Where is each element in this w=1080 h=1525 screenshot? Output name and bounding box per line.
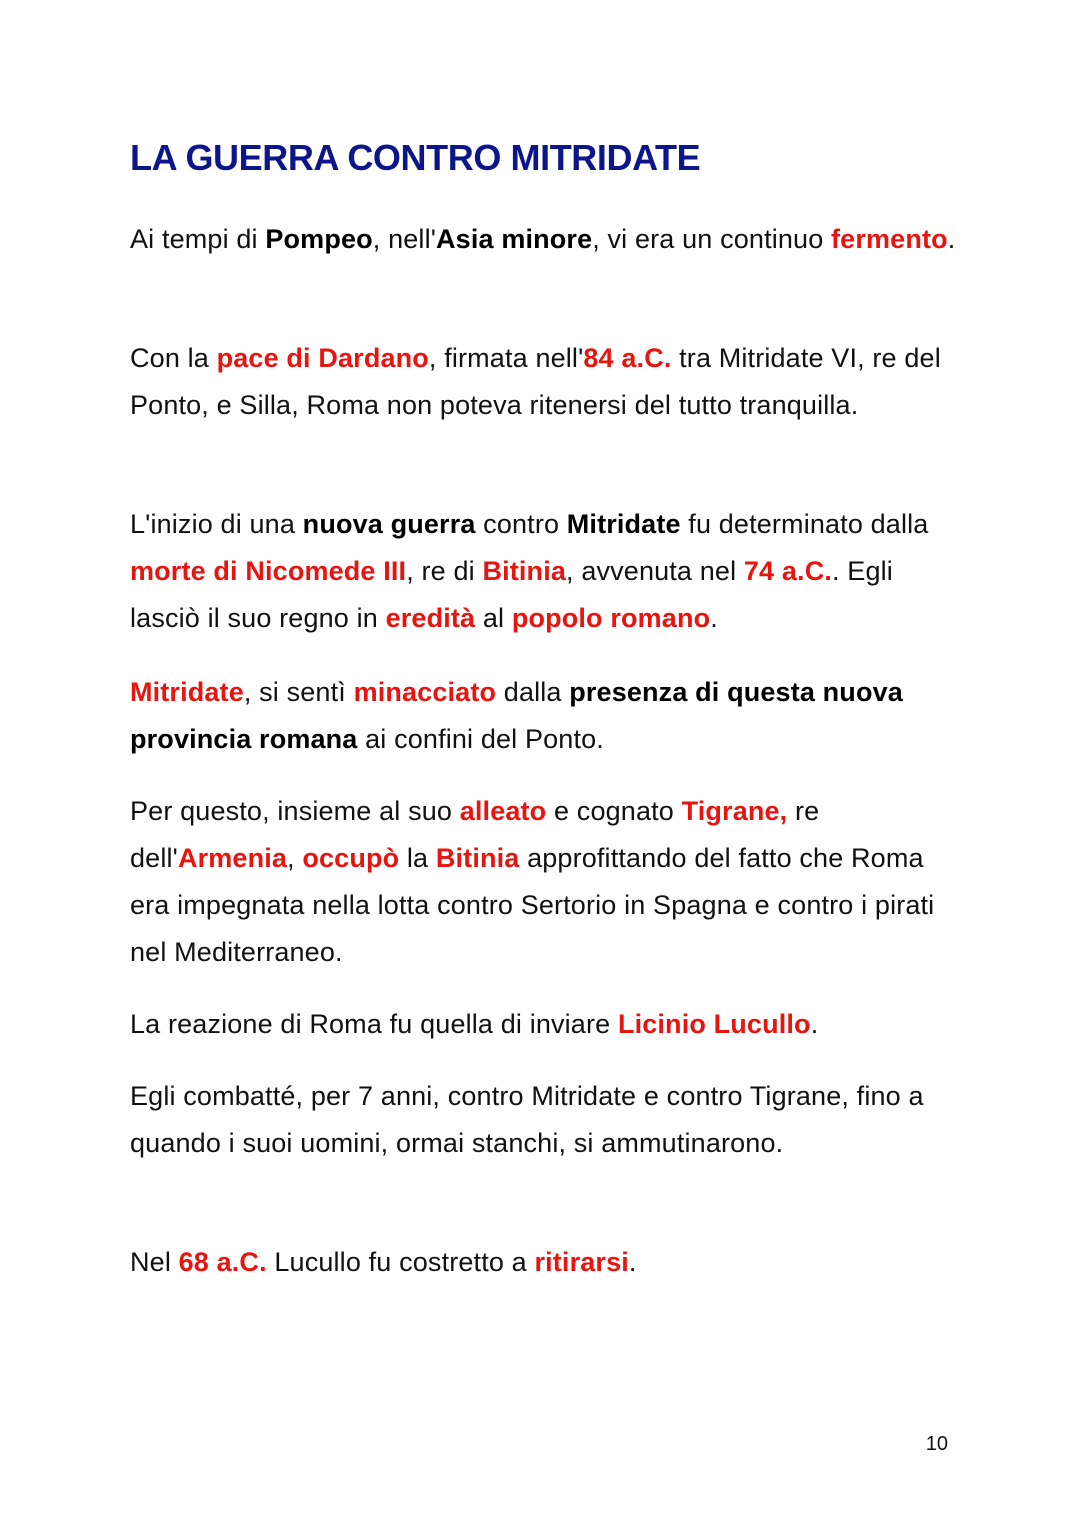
highlight-term: ritirarsi [534, 1247, 629, 1277]
text-segment: , re di [406, 556, 483, 586]
text-segment: e cognato [546, 796, 682, 826]
highlight-term: minacciato [353, 677, 497, 707]
text-segment: , si sentì [243, 677, 354, 707]
text-segment: dalla [496, 677, 570, 707]
highlight-term: 74 a.C. [743, 556, 832, 586]
text-segment: L'inizio di una [130, 509, 303, 539]
paragraph-ammutinamento [130, 1073, 960, 1167]
highlight-term: Tigrane, [681, 796, 788, 826]
text-segment: . [810, 1009, 819, 1039]
text-segment: , nell' [372, 224, 437, 254]
text-segment: . [947, 224, 956, 254]
text-segment: . [628, 1247, 637, 1277]
text-segment: . Egli lasciò il suo regno in [130, 556, 893, 633]
paragraph-asia-minore [130, 216, 960, 263]
highlight-term: fermento [831, 224, 948, 254]
bold-term: nuova guerra [302, 509, 476, 539]
text-segment: Egli combatté, per 7 anni, contro Mitridate e contro Tigrane, fino a quando i suoi uomini, ormai stanchi, si ammutinarono. [130, 1081, 924, 1158]
paragraph-lucullo [130, 1001, 960, 1048]
highlight-term: popolo romano [511, 603, 711, 633]
text-segment: Ai tempi di [130, 224, 266, 254]
text-segment: , vi era un continuo [592, 224, 832, 254]
highlight-term: morte di Nicomede III [130, 556, 407, 586]
text-segment: re dell' [130, 796, 820, 873]
text-segment: la [399, 843, 436, 873]
bold-term: Pompeo [265, 224, 373, 254]
paragraph-ritiro [130, 1239, 960, 1286]
text-segment: al [475, 603, 512, 633]
bold-term: Asia minore [436, 224, 593, 254]
highlight-term: occupò [302, 843, 400, 873]
highlight-term: Armenia [177, 843, 288, 873]
paragraph-pace-dardano [130, 335, 960, 429]
text-segment: La reazione di Roma fu quella di inviare [130, 1009, 618, 1039]
highlight-term: alleato [459, 796, 547, 826]
text-segment: ai confini del Ponto. [357, 724, 604, 754]
highlight-term: Bitinia [435, 843, 520, 873]
highlight-term: Licinio Lucullo [617, 1009, 811, 1039]
bold-term: presenza di questa nuova provincia romana [130, 677, 903, 754]
text-segment: Nel [130, 1247, 179, 1277]
page-number: 10 [925, 1433, 948, 1455]
text-segment: , [287, 843, 303, 873]
text-segment: . [710, 603, 718, 633]
paragraph-nuova-guerra [130, 501, 960, 642]
paragraph-minaccia [130, 669, 960, 763]
text-segment: , firmata nell' [428, 343, 584, 373]
paragraph-tigrane [130, 788, 960, 976]
text-segment: approfittando del fatto che Roma era impegnata nella lotta contro Sertorio in Spagna e contro i pirati nel Mediterraneo. [130, 843, 935, 967]
text-segment: tra Mitridate VI, re del Ponto, e Silla, Roma non poteva ritenersi del tutto tranquilla. [130, 343, 941, 420]
highlight-term: 84 a.C. [583, 343, 672, 373]
text-segment: fu determinato dalla [680, 509, 929, 539]
text-segment: contro [475, 509, 567, 539]
highlight-term: Bitinia [482, 556, 567, 586]
page-title: LA GUERRA CONTRO MITRIDATE [130, 137, 701, 178]
text-segment: Lucullo fu costretto a [266, 1247, 535, 1277]
highlight-term: pace di Dardano [216, 343, 429, 373]
highlight-term: Mitridate [130, 677, 244, 707]
highlight-term: eredità [385, 603, 476, 633]
text-segment: Con la [130, 343, 217, 373]
bold-term: Mitridate [566, 509, 681, 539]
text-segment: Per questo, insieme al suo [130, 796, 460, 826]
highlight-term: 68 a.C. [178, 1247, 267, 1277]
text-segment: , avvenuta nel [566, 556, 744, 586]
